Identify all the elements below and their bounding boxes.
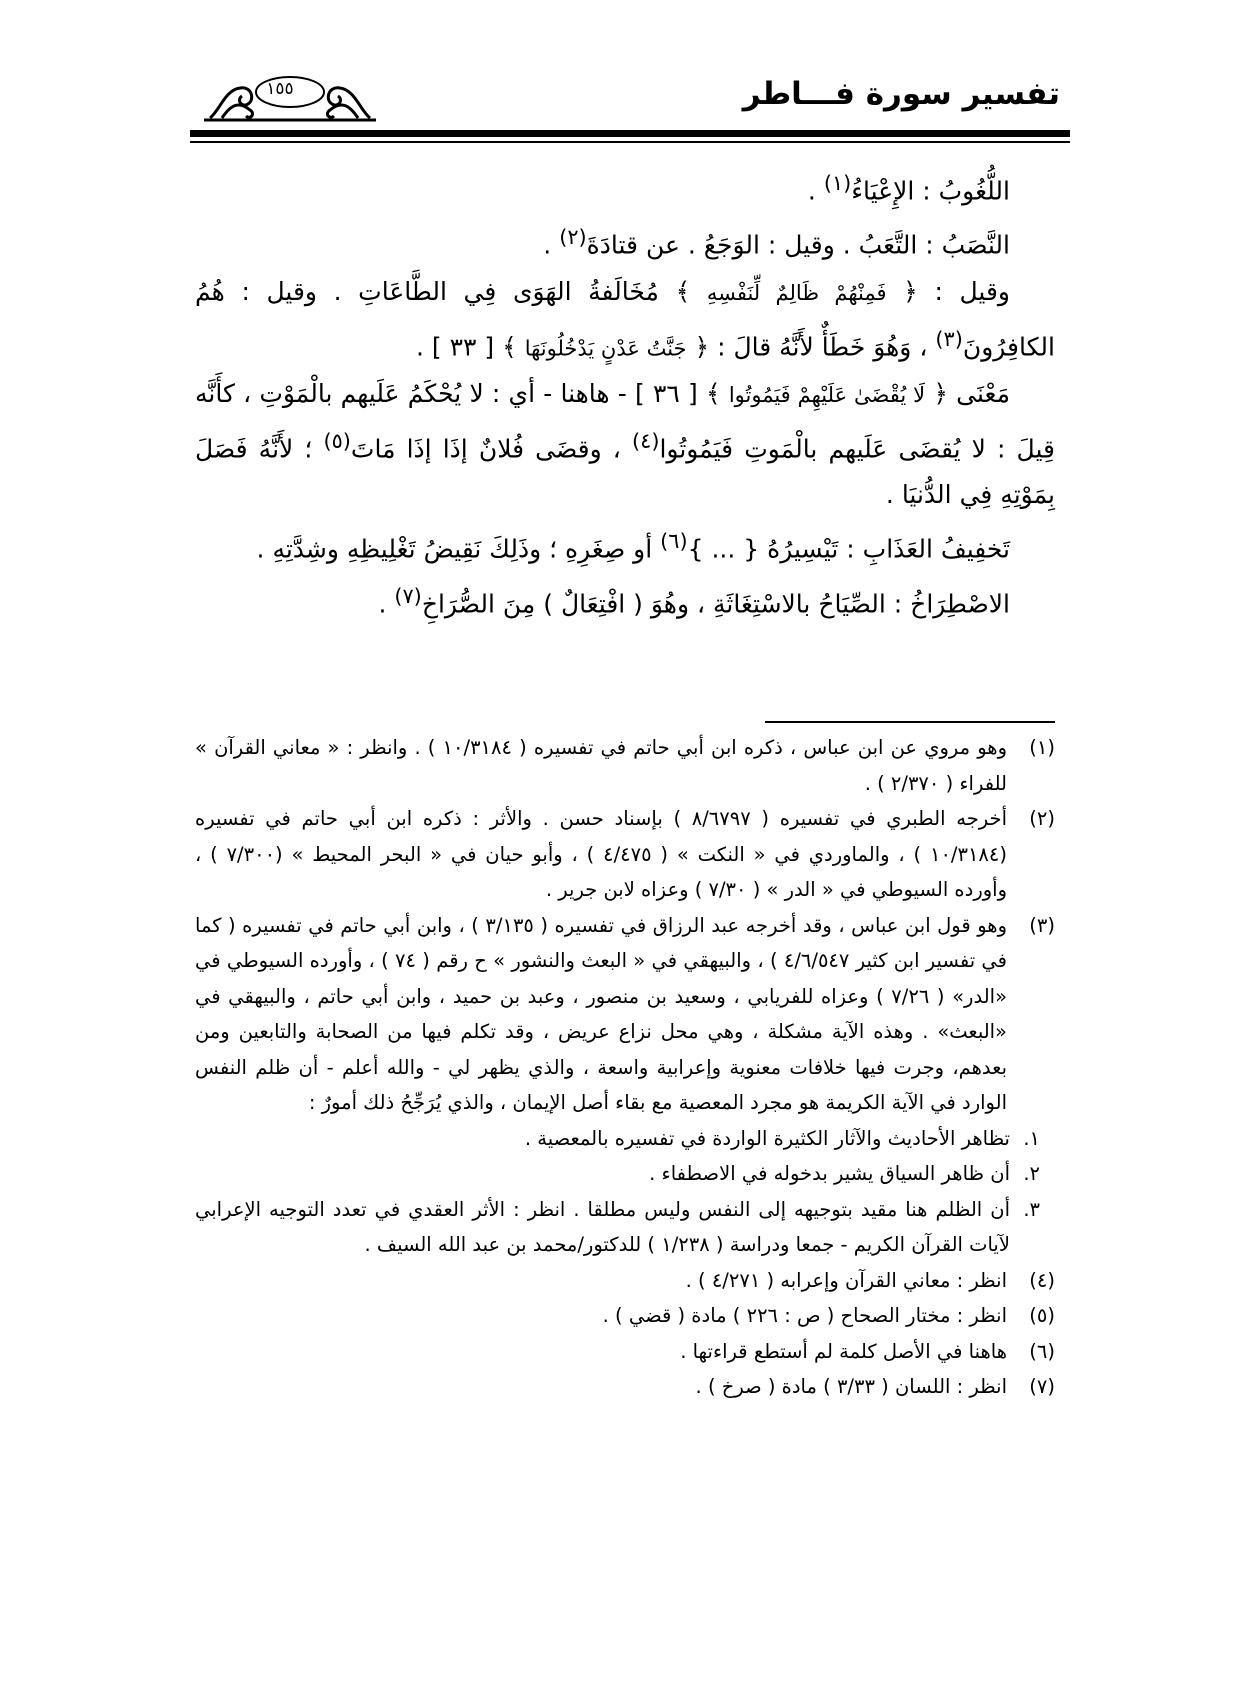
footnote-text: وهو مروي عن ابن عباس ، ذكره ابن أبي حاتم في تفسيره ( ١٠/٣١٨٤ ) . وانظر : « معاني القرآن » للفراء ( ٢/٣٧٠ ) .: [195, 736, 1007, 795]
footnote-number: (٦): [1029, 1339, 1055, 1363]
footnote-subitem: [195, 1156, 1055, 1192]
footnote-ref-2: (٢): [559, 225, 587, 250]
footnote-text: انظر : مختار الصحاح ( ص : ٢٢٦ ) مادة ( قضي ) .: [602, 1304, 1007, 1327]
page-number: ١٥٥: [266, 79, 294, 99]
paragraph-takhfif: تَخفِيفُ العَذَابِ : تَيْسِيرُهُ { ... }$^{(٦)}$ أو صِغَرِهِ ؛ وذَلِكَ نَقِيضُ تَغْلِيظِهِ وشِدَّتِهِ .: [256, 529, 1010, 564]
footnote-separator: [765, 721, 1055, 723]
footnote-item: [195, 908, 1055, 1121]
paragraph-yuqda: مَعْنَى ﴿ لَا يُقْضَىٰ عَلَيْهِمْ فَيَمُوتُوا ﴾ [ ٣٦ ] - هاهنا - أي : لا يُحْكَمُ عَلَيهم بالْمَوْتِ ، كأَنَّه قِيلَ : لا يُقضَى عَلَيهم بالْمَوتِ فَيَمُوتُوا$^{(٤)}$ ، وقضَى فُلانٌ إذَا إذَا مَاتَ$^{(٥)}$ ؛ لأَنَّهُ فَصَلَ بِمَوْتِهِ فِي الدُّنيَا .: [195, 378, 1055, 510]
quran-quote: لَا يُقْضَىٰ عَلَيْهِمْ فَيَمُوتُوا: [728, 382, 926, 407]
subitem-number: ١.: [1023, 1126, 1040, 1150]
paragraph-lughub: اللُّغُوبُ : الإِعْيَاءُ$^{(١)}$ .: [807, 171, 1010, 206]
footnote-ref-4: (٤): [631, 428, 660, 453]
footnote-ref-5: (٥): [323, 428, 351, 453]
footnote-ref-1: (١): [823, 171, 852, 195]
footnote-number: (٤): [1029, 1268, 1055, 1292]
footnote-text: وهو قول ابن عباس ، وقد أخرجه عبد الرزاق في تفسيره ( ٣/١٣٥ ) ، وابن أبي حاتم في تفسيره ( كما في تفسير ابن كثير ٤/٦/٥٤٧ ) ، والبيهقي في « البعث والنشور » ح رقم ( ٧٤ ) ، وأورده السيوطي في «الدر» ( ٧/٢٦ ) وعزاه للفريابي ، وسعيد بن منصور ، وعبد بن حميد ، وابن أبي حاتم ، والبيهقي في «البعث» . وهذه الآية مشكلة ، وهي محل نزاع عريض ، وقد تكلم فيها من الصحابة والتابعين ومن بعدهم، وجرت فيها خلافات معنوية وإعرابية واسعة ، والذي يظهر لي - والله أعلم - أن ظلم النفس الوارد في الآية الكريمة هو مجرد المعصية مع بقاء أصل الإيمان ، والذي يُرَجِّحُ ذلك أمورٌ :: [195, 913, 1008, 1114]
footnote-item: [195, 1298, 1055, 1334]
footnote-item: [195, 1334, 1055, 1370]
footnote-subitem: [195, 1192, 1055, 1263]
footnote-number: (٣): [1029, 913, 1055, 937]
paragraph-istirakh: الاصْطِرَاخُ : الصِّيَاحُ بالاسْتِغَاثَةِ ، وهُوَ ( افْتِعَالٌ ) مِنَ الصُّرَاخِ$^{(٧)}$ .: [378, 583, 1010, 618]
subitem-text: أن ظاهر السياق يشير بدخوله في الاصطفاء .: [649, 1162, 1010, 1185]
footnote-text: أخرجه الطبري في تفسيره ( ٨/٦٧٩٧ ) بإسناد حسن . والأثر : ذكره ابن أبي حاتم في تفسيره (١٠/٣١٨٤ ) ، والماوردي في « النكت » ( ٤/٤٧٥ ) ، وأبو حيان في « البحر المحيط » (٧/٣٠٠ ) ، وأورده السيوطي في « الدر » ( ٧/٣٠ ) وعزاه لابن جرير .: [195, 807, 1007, 901]
subitem-text: تظاهر الأحاديث والآثار الكثيرة الواردة في تفسيره بالمعصية .: [524, 1126, 1010, 1150]
footnote-item: [195, 730, 1055, 801]
footnote-number: (٢): [1029, 807, 1055, 830]
footnotes: [195, 730, 1055, 1405]
header-rule-thin: [190, 141, 1070, 143]
quran-quote: جَنَّتُ عَدْنٍ يَدْخُلُونَهَا: [524, 335, 687, 360]
footnote-text: انظر : معاني القرآن وإعرابه ( ٤/٢٧١ ) .: [685, 1268, 1007, 1292]
footnote-text: انظر : اللسان ( ٣/٣٣ ) مادة ( صرخ ) .: [695, 1375, 1007, 1398]
footnote-item: [195, 1263, 1055, 1299]
paragraph-nasab: النَّصَبُ : التَّعَبُ . وقيل : الوَجَعُ . عن قتادَةَ$^{(٢)}$ .: [543, 225, 1010, 260]
footnote-number: (٧): [1029, 1375, 1055, 1398]
subitem-number: ٢.: [1023, 1162, 1040, 1185]
footnote-subitem: [195, 1121, 1055, 1157]
quran-quote: فَمِنْهُمْ ظَالِمٌ لِّنَفْسِهِ: [706, 280, 887, 305]
footnote-ref-6: (٦): [660, 529, 688, 554]
footnote-ref-3: (٣): [935, 326, 963, 351]
footnote-number: (١): [1029, 736, 1055, 759]
running-title: تفسير سورة فـــاطر: [742, 76, 1060, 112]
footnote-text: هاهنا في الأصل كلمة لم أستطع قراءتها .: [680, 1339, 1007, 1363]
footnote-number: (٥): [1029, 1304, 1055, 1327]
footnote-item: [195, 1369, 1055, 1405]
subitem-number: ٣.: [1023, 1197, 1040, 1221]
subitem-text: أن الظلم هنا مقيد بتوجيهه إلى النفس وليس مطلقا . انظر : الأثر العقدي في تعدد التوجيه الإعرابي لآيات القرآن الكريم - جمعا ودراسة ( ١/٢٣٨ ) للدكتور/محمد بن عبد الله السيف .: [195, 1197, 1010, 1256]
paragraph-zalim: وقيل : ﴿ فَمِنْهُمْ ظَالِمٌ لِّنَفْسِهِ ﴾ مُخَالَفةُ الهَوَى فِي الطَّاعَاتِ . وقيل : هُمُ الكافِرُونَ$^{(٣)}$ ، وَهُوَ خَطَأٌ لأَنَّهُ قالَ : ﴿ جَنَّتُ عَدْنٍ يَدْخُلُونَهَا ﴾ [ ٣٣ ] .: [195, 276, 1055, 361]
main-text: [195, 160, 1055, 627]
header-rule-thick: [190, 130, 1070, 137]
footnote-item: [195, 801, 1055, 908]
footnote-ref-7: (٧): [394, 583, 422, 608]
